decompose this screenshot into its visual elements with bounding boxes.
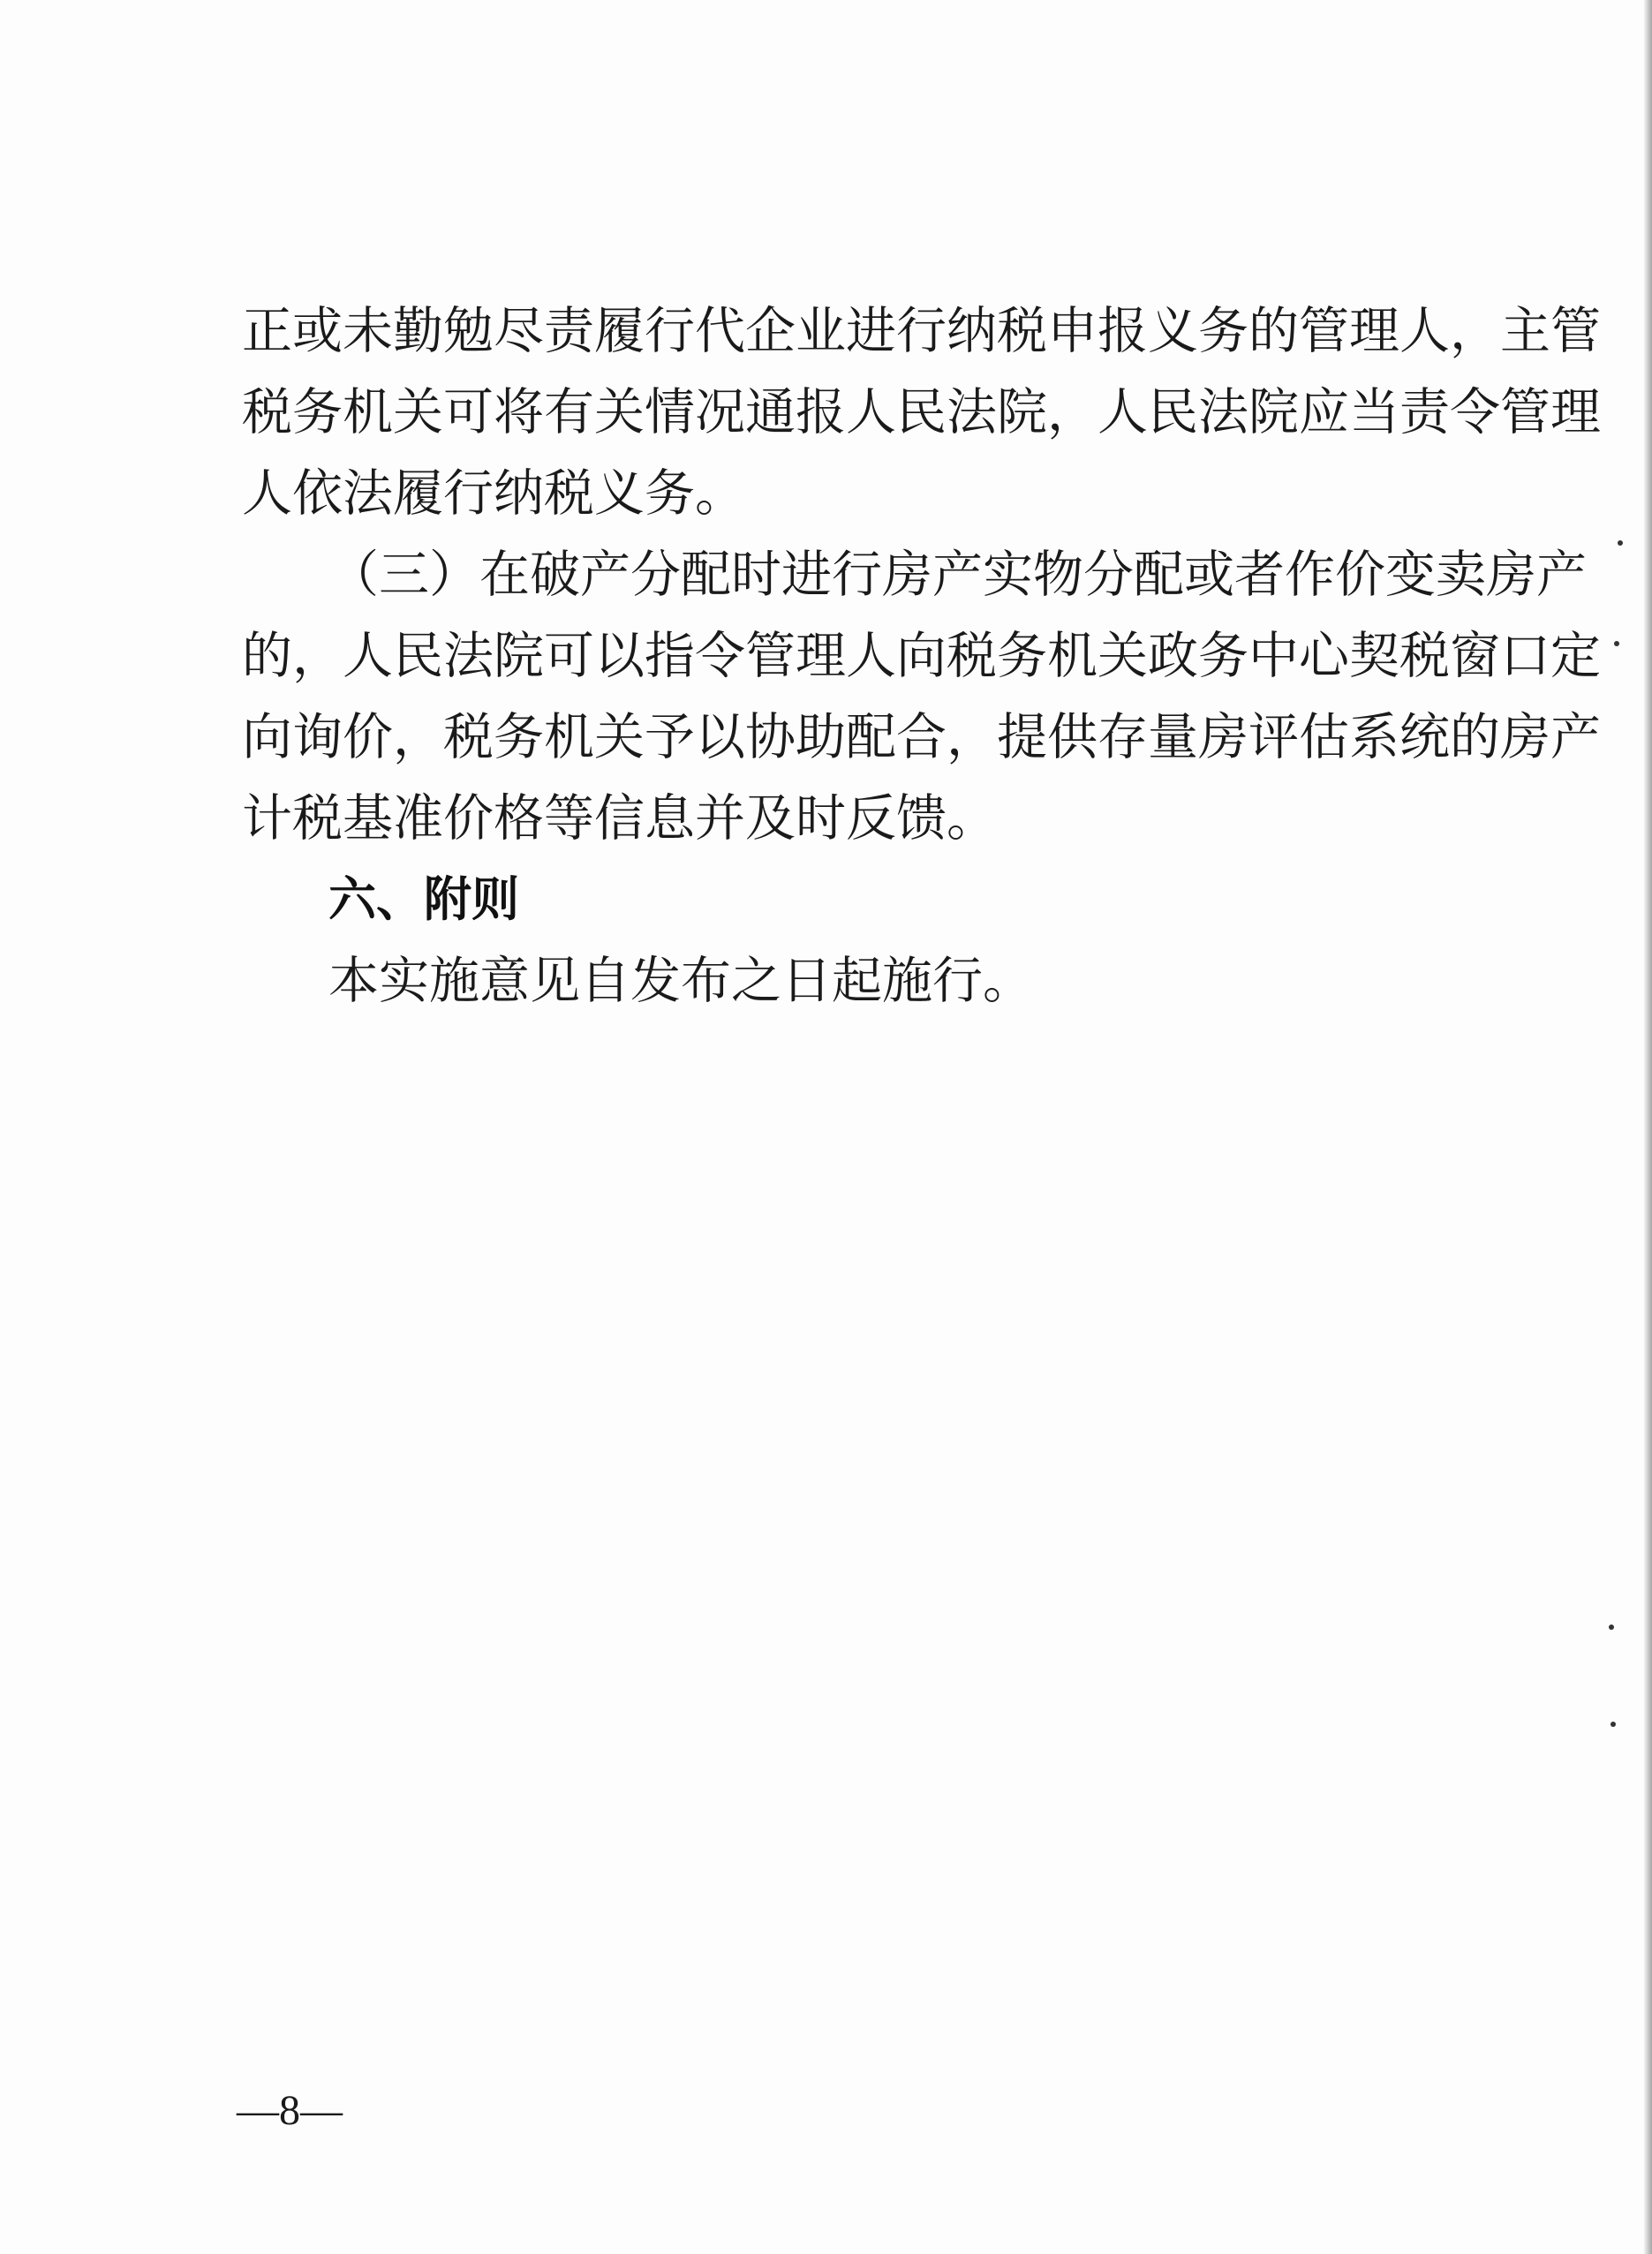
paragraph-2-line-3: 向询价，税务机关予以协助配合，提供存量房评估系统的房产 [242, 708, 1601, 766]
scan-speck [1618, 540, 1623, 546]
paragraph-1-line-3: 人依法履行纳税义务。 [242, 464, 745, 523]
paragraph-2-line-4: 计税基准价格等信息并及时反馈。 [242, 789, 997, 848]
paragraph-1-line-2: 税务机关可将有关情况通报人民法院，人民法院应当责令管理 [242, 383, 1601, 441]
paragraph-2-line-2: 的，人民法院可以指令管理人向税务机关政务中心契税窗口定 [242, 627, 1601, 685]
scan-speck [1611, 1722, 1616, 1727]
paragraph-2-line-1: （三）在破产分配时进行房产实物分配或者作价变卖房产 [328, 546, 1587, 604]
scan-speck [1609, 1625, 1614, 1630]
paragraph-1-line-1: 正或未勤勉尽责履行代企业进行纳税申报义务的管理人，主管 [242, 302, 1601, 360]
scan-edge-shadow [1643, 0, 1652, 2254]
scan-speck [1614, 641, 1619, 646]
section-heading: 六、附则 [328, 871, 519, 927]
paragraph-3-line-1: 本实施意见自发布之日起施行。 [328, 952, 1033, 1010]
page-number: —8— [237, 2087, 343, 2134]
